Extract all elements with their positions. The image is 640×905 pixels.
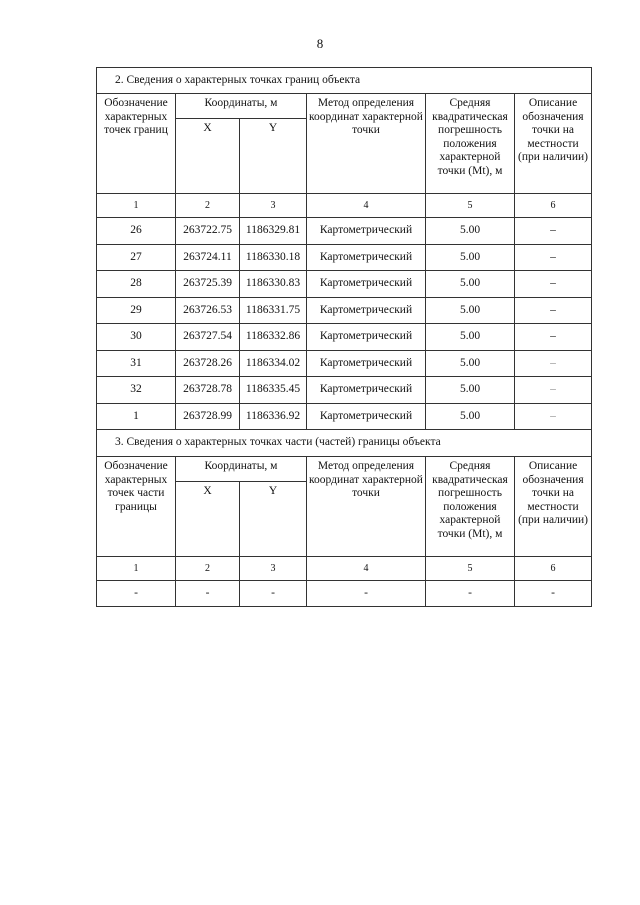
column-number: 4 — [307, 194, 426, 218]
point-description: – — [515, 245, 592, 271]
column-number: 2 — [176, 557, 240, 581]
x-coordinate: 263728.26 — [176, 351, 240, 377]
point-number: 31 — [97, 351, 176, 377]
x-coordinate: - — [176, 581, 240, 607]
header-x: X — [176, 482, 240, 557]
point-description: – — [515, 377, 592, 404]
point-description: – — [515, 404, 592, 430]
section-3-table — [96, 429, 592, 607]
table-row — [97, 324, 592, 351]
y-coordinate: 1186330.18 — [240, 245, 307, 271]
point-number: 30 — [97, 324, 176, 351]
method: Картометрический — [307, 351, 426, 377]
table-row — [97, 245, 592, 271]
error-value: 5.00 — [426, 218, 515, 245]
error-value: - — [426, 581, 515, 607]
error-value: 5.00 — [426, 404, 515, 430]
column-number: 6 — [515, 557, 592, 581]
y-coordinate: 1186330.83 — [240, 271, 307, 298]
point-number: 27 — [97, 245, 176, 271]
header-coordinates: Координаты, м — [176, 94, 307, 119]
error-value: 5.00 — [426, 271, 515, 298]
column-number: 3 — [240, 194, 307, 218]
column-number: 5 — [426, 194, 515, 218]
header-error: Средняя квадратическая погрешность положения характерной точки (Mt), м — [426, 457, 515, 557]
point-number: 29 — [97, 298, 176, 324]
y-coordinate: 1186332.86 — [240, 324, 307, 351]
header-method: Метод определения координат характерной точки — [307, 94, 426, 194]
column-number: 3 — [240, 557, 307, 581]
point-description: – — [515, 218, 592, 245]
error-value: 5.00 — [426, 324, 515, 351]
method: Картометрический — [307, 377, 426, 404]
x-coordinate: 263725.39 — [176, 271, 240, 298]
method: Картометрический — [307, 324, 426, 351]
point-number: - — [97, 581, 176, 607]
point-description: – — [515, 271, 592, 298]
header-designation: Обозначение характерных точек части границы — [97, 457, 176, 557]
x-coordinate: 263726.53 — [176, 298, 240, 324]
method: Картометрический — [307, 245, 426, 271]
table-row — [97, 351, 592, 377]
y-coordinate: 1186336.92 — [240, 404, 307, 430]
method: Картометрический — [307, 404, 426, 430]
column-number: 4 — [307, 557, 426, 581]
point-number: 26 — [97, 218, 176, 245]
header-method: Метод определения координат характерной точки — [307, 457, 426, 557]
x-coordinate: 263728.78 — [176, 377, 240, 404]
column-number: 1 — [97, 194, 176, 218]
y-coordinate: 1186335.45 — [240, 377, 307, 404]
page-number: 8 — [316, 36, 324, 51]
method: Картометрический — [307, 298, 426, 324]
table-row — [97, 218, 592, 245]
header-description: Описание обозначения точки на местности (при наличии) — [515, 457, 592, 557]
x-coordinate: 263727.54 — [176, 324, 240, 351]
column-number: 1 — [97, 557, 176, 581]
y-coordinate: 1186329.81 — [240, 218, 307, 245]
column-number: 6 — [515, 194, 592, 218]
method: - — [307, 581, 426, 607]
table-row — [97, 377, 592, 404]
header-y: Y — [240, 482, 307, 557]
x-coordinate: 263722.75 — [176, 218, 240, 245]
column-number: 5 — [426, 557, 515, 581]
header-error: Средняя квадратическая погрешность положения характерной точки (Mt), м — [426, 94, 515, 194]
error-value: 5.00 — [426, 377, 515, 404]
point-number: 32 — [97, 377, 176, 404]
y-coordinate: 1186331.75 — [240, 298, 307, 324]
x-coordinate: 263728.99 — [176, 404, 240, 430]
error-value: 5.00 — [426, 298, 515, 324]
point-description: – — [515, 351, 592, 377]
table-row — [97, 298, 592, 324]
section-3-title: 3. Сведения о характерных точках части (частей) границы объекта — [97, 430, 592, 457]
header-coordinates: Координаты, м — [176, 457, 307, 482]
column-number-row — [97, 194, 592, 218]
x-coordinate: 263724.11 — [176, 245, 240, 271]
point-number: 28 — [97, 271, 176, 298]
point-description: – — [515, 324, 592, 351]
point-description: - — [515, 581, 592, 607]
method: Картометрический — [307, 271, 426, 298]
error-value: 5.00 — [426, 351, 515, 377]
table-row — [97, 271, 592, 298]
y-coordinate: - — [240, 581, 307, 607]
header-x: X — [176, 119, 240, 194]
header-designation: Обозначение характерных точек границ — [97, 94, 176, 194]
column-number: 2 — [176, 194, 240, 218]
point-description: – — [515, 298, 592, 324]
header-description: Описание обозначения точки на местности (при наличии) — [515, 94, 592, 194]
error-value: 5.00 — [426, 245, 515, 271]
method: Картометрический — [307, 218, 426, 245]
table-row — [97, 404, 592, 430]
table-row — [97, 581, 592, 607]
section-2-title: 2. Сведения о характерных точках границ объекта — [97, 68, 592, 94]
point-number: 1 — [97, 404, 176, 430]
header-y: Y — [240, 119, 307, 194]
column-number-row — [97, 557, 592, 581]
y-coordinate: 1186334.02 — [240, 351, 307, 377]
section-2-table — [96, 67, 592, 430]
